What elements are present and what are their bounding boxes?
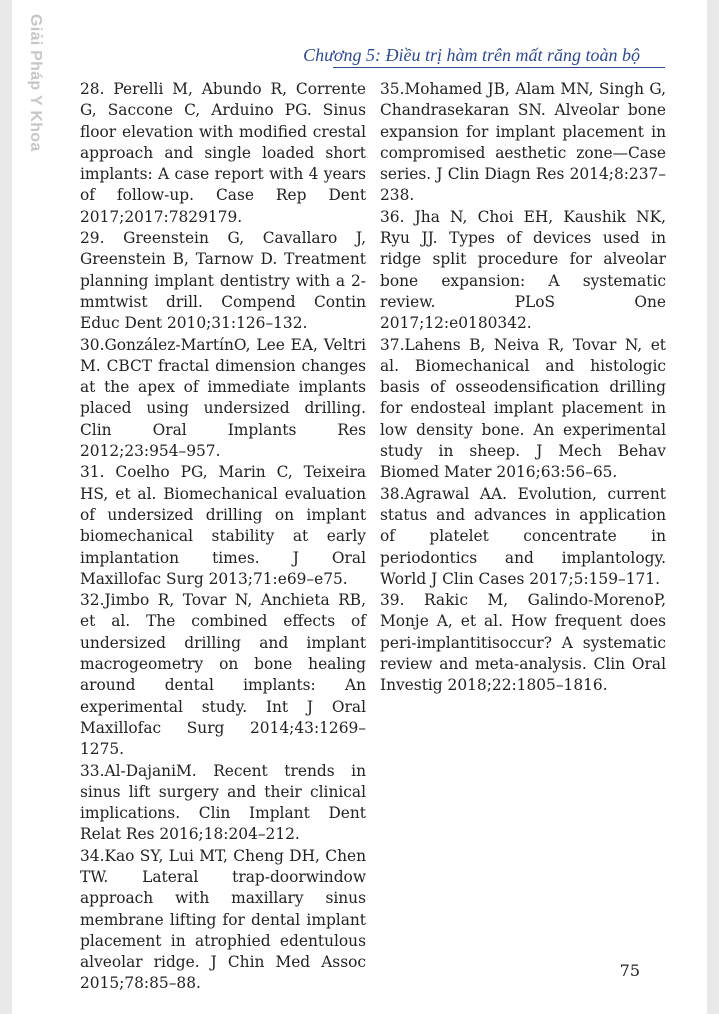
reference-item: 29. Greenstein G, Cavallaro J, Greenstein B, Tarnow D. Treatment planning implant dentistry with a 2-mmtwist drill. Compend Contin Educ Dent 2010;31:126–132. — [80, 229, 366, 333]
reference-item: 39. Rakic M, Galindo-MorenoP, Monje A, et al. How frequent does peri-implantitisoccur? A systematic review and meta-analysis. Clin Oral Investig 2018;22:1805–1816. — [380, 591, 666, 695]
reference-item: 31. Coelho PG, Marin C, Teixeira HS, et al. Biomechanical evaluation of undersized drilling on implant biomechanical stability at early implantation times. J Oral Maxillofac Surg 2013;71:e69–e75. — [80, 463, 366, 588]
reference-item: 33.Al-DajaniM. Recent trends in sinus lift surgery and their clinical implications. Clin Implant Dent Relat Res 2016;18:204–212. — [80, 761, 366, 844]
chapter-title-header: Chương 5: Điều trị hàm trên mất răng toàn bộ — [303, 45, 640, 65]
references-column-left — [80, 79, 366, 995]
reference-item: 30.González-MartínO, Lee EA, Veltri M. CBCT fractal dimension changes at the apex of immediate implants placed using undersized drilling. Clin Oral Implants Res 2012;23:954–957. — [80, 335, 366, 461]
reference-item: 38.Agrawal AA. Evolution, current status and advances in application of platelet concentrate in periodontics and implantology. World J Clin Cases 2017;5:159–171. — [380, 484, 666, 588]
reference-item: 37.Lahens B, Neiva R, Tovar N, et al. Biomechanical and histologic basis of osseodensification drilling for endosteal implant placement in low density bone. An experimental study in sheep. J Mech Behav Biomed Mater 2016;63:56–65. — [380, 335, 666, 482]
page-number: 75 — [619, 961, 640, 980]
reference-item: 34.Kao SY, Lui MT, Cheng DH, Chen TW. Lateral trap-doorwindow approach with maxillary sinus membrane lifting for dental implant placement in atrophied edentulous alveolar ridge. J Chin Med Assoc 2015;78:85–88. — [80, 846, 366, 993]
reference-item: 36. Jha N, Choi EH, Kaushik NK, Ryu JJ. Types of devices used in ridge split procedure for alveolar bone expansion: A systematic review. PLoS One 2017;12:e0180342. — [380, 207, 666, 333]
references-column-right — [380, 79, 666, 697]
header-underline — [333, 67, 665, 68]
document-page — [12, 0, 707, 1014]
reference-item: 35.Mohamed JB, Alam MN, Singh G, Chandrasekaran SN. Alveolar bone expansion for implant placement in compromised aesthetic zone—Case series. J Clin Diagn Res 2014;8:237–238. — [380, 80, 666, 205]
reference-item: 32.Jimbo R, Tovar N, Anchieta RB, et al. The combined effects of undersized drilling and implant macrogeometry on bone healing around dental implants: An experimental study. Int J Oral Maxillofac Surg 2014;43:1269–1275. — [80, 591, 366, 759]
reference-item: 28. Perelli M, Abundo R, Corrente G, Saccone C, Arduino PG. Sinus floor elevation with modified crestal approach and single loaded short implants: A case report with 4 years of follow-up. Case Rep Dent 2017;2017:7829179. — [80, 80, 366, 226]
sidebar-watermark-label: Giải Pháp Y Khoa — [27, 14, 44, 152]
